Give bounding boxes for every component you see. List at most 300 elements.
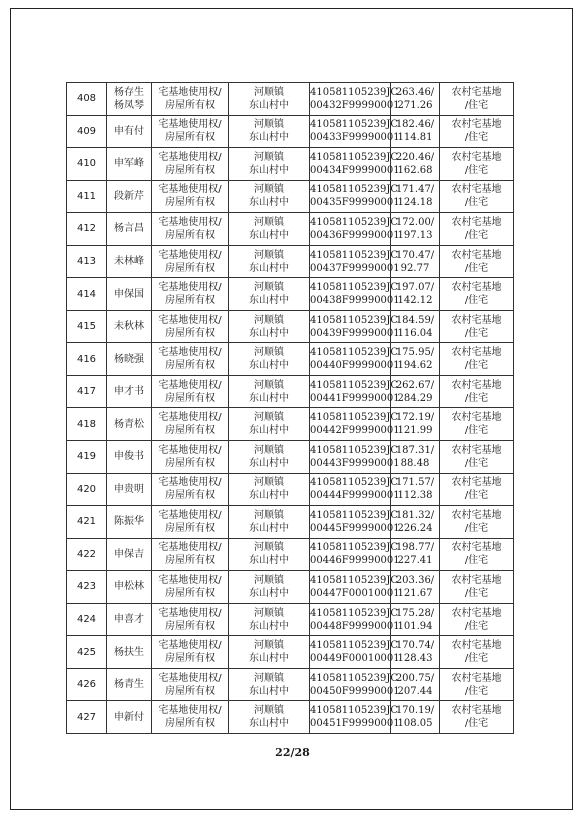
cell-location (229, 408, 310, 441)
cell-location-line: 河顺镇 (254, 509, 284, 521)
cell-owner-name (107, 538, 152, 571)
cell-area-line: 121.67 (397, 587, 433, 599)
cell-parcel-code-line: 00447F00010001 (310, 587, 400, 599)
cell-land-use-line: /住宅 (464, 229, 489, 241)
cell-owner-name (107, 506, 152, 539)
cell-right-type (152, 278, 229, 311)
cell-area (391, 408, 440, 441)
cell-land-use-line: 农村宅基地 (451, 249, 502, 261)
cell-land-use-line: /住宅 (464, 262, 489, 274)
cell-land-use (440, 506, 514, 539)
cell-right-type-line: 宅基地使用权/ (158, 574, 222, 586)
cell-owner-name (107, 245, 152, 278)
cell-parcel-code-line: 410581105239JC (310, 151, 399, 163)
cell-land-use-line: /住宅 (464, 457, 489, 469)
cell-land-use-line: 农村宅基地 (451, 151, 502, 163)
cell-parcel-code-line: 410581105239JC (310, 347, 399, 359)
cell-right-type-line: 宅基地使用权/ (158, 477, 222, 489)
cell-parcel-code-line: 410581105239JC (310, 672, 399, 684)
cell-land-use-line: /住宅 (464, 490, 489, 502)
cell-location-line: 河顺镇 (254, 151, 284, 163)
cell-parcel-code-line: 00434F99990001 (310, 164, 400, 176)
cell-right-type-line: 宅基地使用权/ (158, 282, 222, 294)
cell-owner-name (107, 115, 152, 148)
cell-owner-name-line: 申军峰 (114, 158, 144, 170)
cell-area-line: 184.59/ (395, 314, 435, 326)
cell-land-use-line: 农村宅基地 (451, 314, 502, 326)
cell-location-line: 东山村中 (249, 490, 289, 502)
cell-area (391, 538, 440, 571)
cell-area (391, 571, 440, 604)
cell-right-type (152, 603, 229, 636)
cell-location-line: 河顺镇 (254, 249, 284, 261)
cell-location-line: 河顺镇 (254, 705, 284, 717)
cell-location (229, 441, 310, 474)
cell-right-type (152, 310, 229, 343)
cell-number-text: 426 (76, 679, 97, 691)
cell-location (229, 310, 310, 343)
table-row (67, 506, 514, 539)
table-row (67, 408, 514, 441)
cell-land-use-line: 农村宅基地 (451, 347, 502, 359)
cell-land-use (440, 473, 514, 506)
cell-location-line: 河顺镇 (254, 672, 284, 684)
cell-area-line: 207.44 (397, 685, 433, 697)
cell-owner-name-line: 杨扶生 (114, 646, 144, 658)
cell-land-use-line: 农村宅基地 (451, 542, 502, 554)
cell-land-use (440, 668, 514, 701)
cell-land-use-line: 农村宅基地 (451, 282, 502, 294)
table-row (67, 180, 514, 213)
cell-right-type-line: 宅基地使用权/ (158, 412, 222, 424)
cell-owner-name-line: 杨青松 (114, 418, 144, 430)
cell-right-type-line: 房屋所有权 (165, 555, 215, 567)
cell-location-line: 东山村中 (249, 229, 289, 241)
cell-area (391, 343, 440, 376)
table-row (67, 701, 514, 734)
cell-location-line: 东山村中 (249, 620, 289, 632)
cell-right-type (152, 180, 229, 213)
cell-land-use-line: 农村宅基地 (451, 477, 502, 489)
cell-land-use (440, 180, 514, 213)
cell-land-use-line: 农村宅基地 (451, 184, 502, 196)
cell-number (67, 83, 107, 116)
cell-number (67, 115, 107, 148)
cell-area-line: 175.28/ (395, 607, 435, 619)
cell-number-text: 420 (76, 483, 97, 495)
cell-land-use-line: /住宅 (464, 295, 489, 307)
cell-land-use (440, 408, 514, 441)
cell-owner-name (107, 148, 152, 181)
cell-number (67, 506, 107, 539)
cell-right-type-line: 宅基地使用权/ (158, 184, 222, 196)
cell-location (229, 278, 310, 311)
cell-owner-name-line: 申保国 (114, 288, 144, 300)
cell-location (229, 148, 310, 181)
cell-right-type (152, 148, 229, 181)
cell-location-line: 东山村中 (249, 457, 289, 469)
cell-parcel-code (310, 538, 400, 571)
cell-parcel-code-line: 00438F99990001 (310, 295, 400, 307)
cell-right-type-line: 宅基地使用权/ (158, 86, 222, 98)
cell-parcel-code-line: 410581105239JC (310, 574, 399, 586)
cell-right-type-line: 房屋所有权 (165, 718, 215, 730)
cell-owner-name-line: 杨晓强 (114, 353, 144, 365)
table-row (67, 245, 514, 278)
cell-owner-name-line: 杨凤琴 (114, 99, 144, 111)
cell-parcel-code (310, 245, 400, 278)
cell-location-line: 河顺镇 (254, 444, 284, 456)
cell-right-type-line: 房屋所有权 (165, 685, 215, 697)
cell-land-use (440, 538, 514, 571)
cell-parcel-code-line: 410581105239JC (310, 412, 399, 424)
cell-parcel-code-line: 410581105239JC (310, 379, 399, 391)
cell-land-use (440, 571, 514, 604)
cell-area-line: 182.46/ (395, 119, 435, 131)
cell-number-text: 417 (76, 386, 97, 398)
cell-number-text: 418 (76, 418, 97, 430)
cell-owner-name (107, 668, 152, 701)
land-registry-table (66, 82, 514, 734)
cell-parcel-code-line: 00450F99990001 (310, 685, 400, 697)
cell-number (67, 213, 107, 246)
cell-owner-name-line: 杨言昌 (114, 223, 144, 235)
cell-parcel-code-line: 410581105239JC (310, 444, 399, 456)
cell-number (67, 441, 107, 474)
cell-right-type (152, 473, 229, 506)
cell-parcel-code (310, 83, 400, 116)
cell-right-type-line: 宅基地使用权/ (158, 672, 222, 684)
cell-location (229, 245, 310, 278)
cell-parcel-code (310, 701, 400, 734)
cell-parcel-code-line: 410581105239JC (310, 249, 399, 261)
cell-owner-name (107, 310, 152, 343)
cell-area-line: 200.75/ (395, 672, 435, 684)
cell-number-text: 422 (76, 548, 97, 560)
cell-area-line: 262.67/ (395, 379, 435, 391)
cell-parcel-code-line: 00451F99990001 (310, 718, 400, 730)
cell-area-line: 171.57/ (395, 477, 435, 489)
cell-right-type-line: 宅基地使用权/ (158, 347, 222, 359)
cell-location-line: 东山村中 (249, 653, 289, 665)
cell-number (67, 310, 107, 343)
cell-number-text: 408 (76, 93, 97, 105)
cell-land-use-line: /住宅 (464, 425, 489, 437)
cell-owner-name-line: 申松林 (114, 581, 144, 593)
cell-location (229, 213, 310, 246)
cell-parcel-code (310, 506, 400, 539)
cell-area (391, 636, 440, 669)
cell-land-use-line: 农村宅基地 (451, 86, 502, 98)
cell-area-line: 172.19/ (395, 412, 435, 424)
cell-right-type-line: 房屋所有权 (165, 99, 215, 111)
cell-right-type-line: 宅基地使用权/ (158, 151, 222, 163)
cell-location (229, 375, 310, 408)
cell-area (391, 278, 440, 311)
cell-parcel-code-line: 00449F00010001 (310, 653, 400, 665)
cell-land-use-line: 农村宅基地 (451, 509, 502, 521)
cell-owner-name (107, 375, 152, 408)
cell-land-use-line: /住宅 (464, 197, 489, 209)
cell-location-line: 河顺镇 (254, 379, 284, 391)
table-row (67, 115, 514, 148)
cell-land-use (440, 701, 514, 734)
cell-right-type-line: 房屋所有权 (165, 522, 215, 534)
cell-location (229, 538, 310, 571)
cell-area-line: 227.41 (397, 555, 433, 567)
cell-parcel-code-line: 410581105239JC (310, 509, 399, 521)
cell-number (67, 701, 107, 734)
cell-land-use (440, 148, 514, 181)
cell-area-line: 142.12 (397, 295, 433, 307)
cell-right-type-line: 宅基地使用权/ (158, 542, 222, 554)
cell-parcel-code-line: 410581105239JC (310, 119, 399, 131)
cell-parcel-code (310, 571, 400, 604)
cell-right-type-line: 宅基地使用权/ (158, 216, 222, 228)
cell-land-use (440, 83, 514, 116)
cell-right-type (152, 538, 229, 571)
cell-number (67, 180, 107, 213)
cell-land-use (440, 343, 514, 376)
cell-land-use-line: /住宅 (464, 164, 489, 176)
cell-right-type-line: 房屋所有权 (165, 360, 215, 372)
cell-owner-name-line: 杨青生 (114, 679, 144, 691)
cell-right-type-line: 房屋所有权 (165, 229, 215, 241)
cell-parcel-code-line: 00446F99990001 (310, 555, 400, 567)
table-row (67, 375, 514, 408)
cell-owner-name-line: 陈振华 (114, 516, 144, 528)
cell-parcel-code (310, 636, 400, 669)
cell-location (229, 603, 310, 636)
cell-area (391, 310, 440, 343)
cell-location-line: 河顺镇 (254, 640, 284, 652)
cell-owner-name-line: 未林峰 (114, 256, 144, 267)
cell-number-text: 421 (76, 516, 97, 528)
cell-right-type (152, 375, 229, 408)
cell-location-line: 东山村中 (249, 685, 289, 697)
cell-land-use-line: /住宅 (464, 620, 489, 632)
cell-location-line: 东山村中 (249, 392, 289, 404)
cell-location (229, 506, 310, 539)
table-row (67, 668, 514, 701)
table-row (67, 473, 514, 506)
cell-land-use-line: 农村宅基地 (451, 444, 502, 456)
cell-number (67, 603, 107, 636)
cell-land-use-line: /住宅 (464, 587, 489, 599)
cell-area-line: 108.05 (397, 718, 433, 730)
cell-land-use-line: /住宅 (464, 327, 489, 339)
cell-parcel-code-line: 00436F99990001 (310, 229, 400, 241)
cell-right-type-line: 房屋所有权 (165, 132, 215, 144)
cell-number-text: 413 (76, 256, 97, 267)
cell-parcel-code-line: 00432F99990001 (310, 99, 400, 111)
cell-area (391, 115, 440, 148)
cell-location-line: 东山村中 (249, 132, 289, 144)
cell-location-line: 东山村中 (249, 587, 289, 599)
cell-area-line: 226.24 (397, 522, 433, 534)
cell-area-line: 284.29 (397, 392, 433, 404)
cell-parcel-code (310, 375, 400, 408)
table-row (67, 83, 514, 116)
cell-right-type (152, 701, 229, 734)
cell-land-use (440, 375, 514, 408)
cell-number-text: 419 (76, 451, 97, 463)
cell-location-line: 东山村中 (249, 262, 289, 274)
cell-number (67, 375, 107, 408)
cell-right-type (152, 343, 229, 376)
cell-owner-name-line: 申俊书 (114, 451, 144, 463)
cell-area-line: 271.26 (397, 99, 433, 111)
cell-owner-name-line: 申新付 (114, 711, 144, 723)
cell-location (229, 571, 310, 604)
cell-parcel-code-line: 00441F99990001 (310, 392, 400, 404)
cell-owner-name (107, 83, 152, 116)
cell-right-type-line: 宅基地使用权/ (158, 379, 222, 391)
cell-owner-name (107, 636, 152, 669)
cell-owner-name-line: 申贵明 (114, 483, 144, 495)
cell-owner-name (107, 343, 152, 376)
cell-area (391, 375, 440, 408)
cell-number (67, 278, 107, 311)
cell-owner-name (107, 571, 152, 604)
cell-parcel-code (310, 343, 400, 376)
cell-location-line: 东山村中 (249, 295, 289, 307)
cell-right-type-line: 房屋所有权 (165, 490, 215, 502)
cell-right-type (152, 115, 229, 148)
cell-area-line: 170.47/ (395, 249, 435, 261)
cell-location (229, 636, 310, 669)
cell-owner-name (107, 603, 152, 636)
cell-location-line: 河顺镇 (254, 477, 284, 489)
cell-location-line: 东山村中 (249, 197, 289, 209)
cell-parcel-code-line: 410581105239JC (310, 542, 399, 554)
cell-owner-name (107, 180, 152, 213)
cell-area-line: 263.46/ (395, 86, 435, 98)
cell-area-line: 194.62 (397, 360, 433, 372)
table-row (67, 310, 514, 343)
cell-land-use-line: 农村宅基地 (451, 119, 502, 131)
cell-parcel-code-line: 410581105239JC (310, 184, 399, 196)
cell-right-type-line: 房屋所有权 (165, 392, 215, 404)
cell-land-use-line: 农村宅基地 (451, 640, 502, 652)
cell-number-text: 416 (76, 353, 97, 365)
cell-area (391, 180, 440, 213)
table-row (67, 148, 514, 181)
cell-right-type-line: 房屋所有权 (165, 653, 215, 665)
cell-parcel-code (310, 213, 400, 246)
cell-owner-name-line: 申保吉 (114, 548, 144, 560)
cell-number (67, 538, 107, 571)
cell-location (229, 180, 310, 213)
cell-location (229, 115, 310, 148)
table-row (67, 636, 514, 669)
cell-owner-name-line: 申喜才 (114, 614, 144, 626)
cell-number-text: 423 (76, 581, 97, 593)
cell-right-type (152, 668, 229, 701)
cell-area-line: 116.04 (397, 327, 433, 339)
cell-land-use-line: /住宅 (464, 132, 489, 144)
cell-area-line: 88.48 (400, 457, 430, 469)
cell-land-use (440, 245, 514, 278)
cell-right-type (152, 441, 229, 474)
cell-land-use-line: 农村宅基地 (451, 379, 502, 391)
cell-owner-name (107, 473, 152, 506)
cell-parcel-code (310, 278, 400, 311)
table-row (67, 538, 514, 571)
cell-location-line: 河顺镇 (254, 347, 284, 359)
cell-right-type-line: 宅基地使用权/ (158, 249, 222, 261)
cell-area-line: 128.43 (397, 653, 433, 665)
cell-right-type (152, 83, 229, 116)
table-row (67, 571, 514, 604)
cell-right-type (152, 571, 229, 604)
cell-land-use-line: /住宅 (464, 555, 489, 567)
cell-right-type-line: 房屋所有权 (165, 587, 215, 599)
cell-area (391, 506, 440, 539)
cell-area (391, 148, 440, 181)
page-number: 22/28 (275, 746, 310, 759)
cell-number (67, 668, 107, 701)
cell-owner-name-line: 申有付 (114, 125, 144, 137)
cell-number (67, 408, 107, 441)
cell-location (229, 473, 310, 506)
cell-owner-name (107, 213, 152, 246)
cell-area-line: 187.31/ (395, 444, 435, 456)
cell-location-line: 河顺镇 (254, 216, 284, 228)
cell-location-line: 东山村中 (249, 164, 289, 176)
cell-location-line: 东山村中 (249, 522, 289, 534)
cell-parcel-code (310, 180, 400, 213)
cell-area-line: 220.46/ (395, 151, 435, 163)
cell-land-use-line: /住宅 (464, 522, 489, 534)
cell-owner-name-line: 段新芹 (114, 190, 144, 202)
cell-parcel-code-line: 00433F99990001 (310, 132, 400, 144)
cell-right-type (152, 245, 229, 278)
cell-number (67, 148, 107, 181)
cell-owner-name (107, 278, 152, 311)
cell-land-use (440, 213, 514, 246)
cell-number-text: 409 (76, 125, 97, 137)
cell-right-type (152, 213, 229, 246)
cell-land-use-line: /住宅 (464, 99, 489, 111)
cell-parcel-code (310, 668, 400, 701)
cell-right-type (152, 636, 229, 669)
cell-number (67, 343, 107, 376)
cell-land-use-line: 农村宅基地 (451, 574, 502, 586)
cell-number-text: 424 (76, 614, 97, 626)
cell-right-type-line: 房屋所有权 (165, 620, 215, 632)
cell-parcel-code-line: 410581105239JC (310, 607, 399, 619)
cell-location-line: 东山村中 (249, 555, 289, 567)
cell-area (391, 668, 440, 701)
cell-parcel-code (310, 148, 400, 181)
cell-land-use (440, 441, 514, 474)
land-registry-table-body (67, 83, 514, 734)
cell-number-text: 410 (76, 158, 97, 170)
cell-parcel-code-line: 410581105239JC (310, 705, 399, 717)
cell-area-line: 172.00/ (395, 216, 435, 228)
cell-location (229, 701, 310, 734)
table-row (67, 441, 514, 474)
cell-location (229, 343, 310, 376)
cell-area (391, 603, 440, 636)
cell-area-line: 114.81 (397, 132, 433, 144)
cell-right-type-line: 宅基地使用权/ (158, 119, 222, 131)
cell-number-text: 415 (76, 321, 97, 333)
cell-parcel-code-line: 00440F99990001 (310, 360, 400, 372)
cell-number-text: 427 (76, 711, 97, 723)
cell-right-type-line: 房屋所有权 (165, 425, 215, 437)
